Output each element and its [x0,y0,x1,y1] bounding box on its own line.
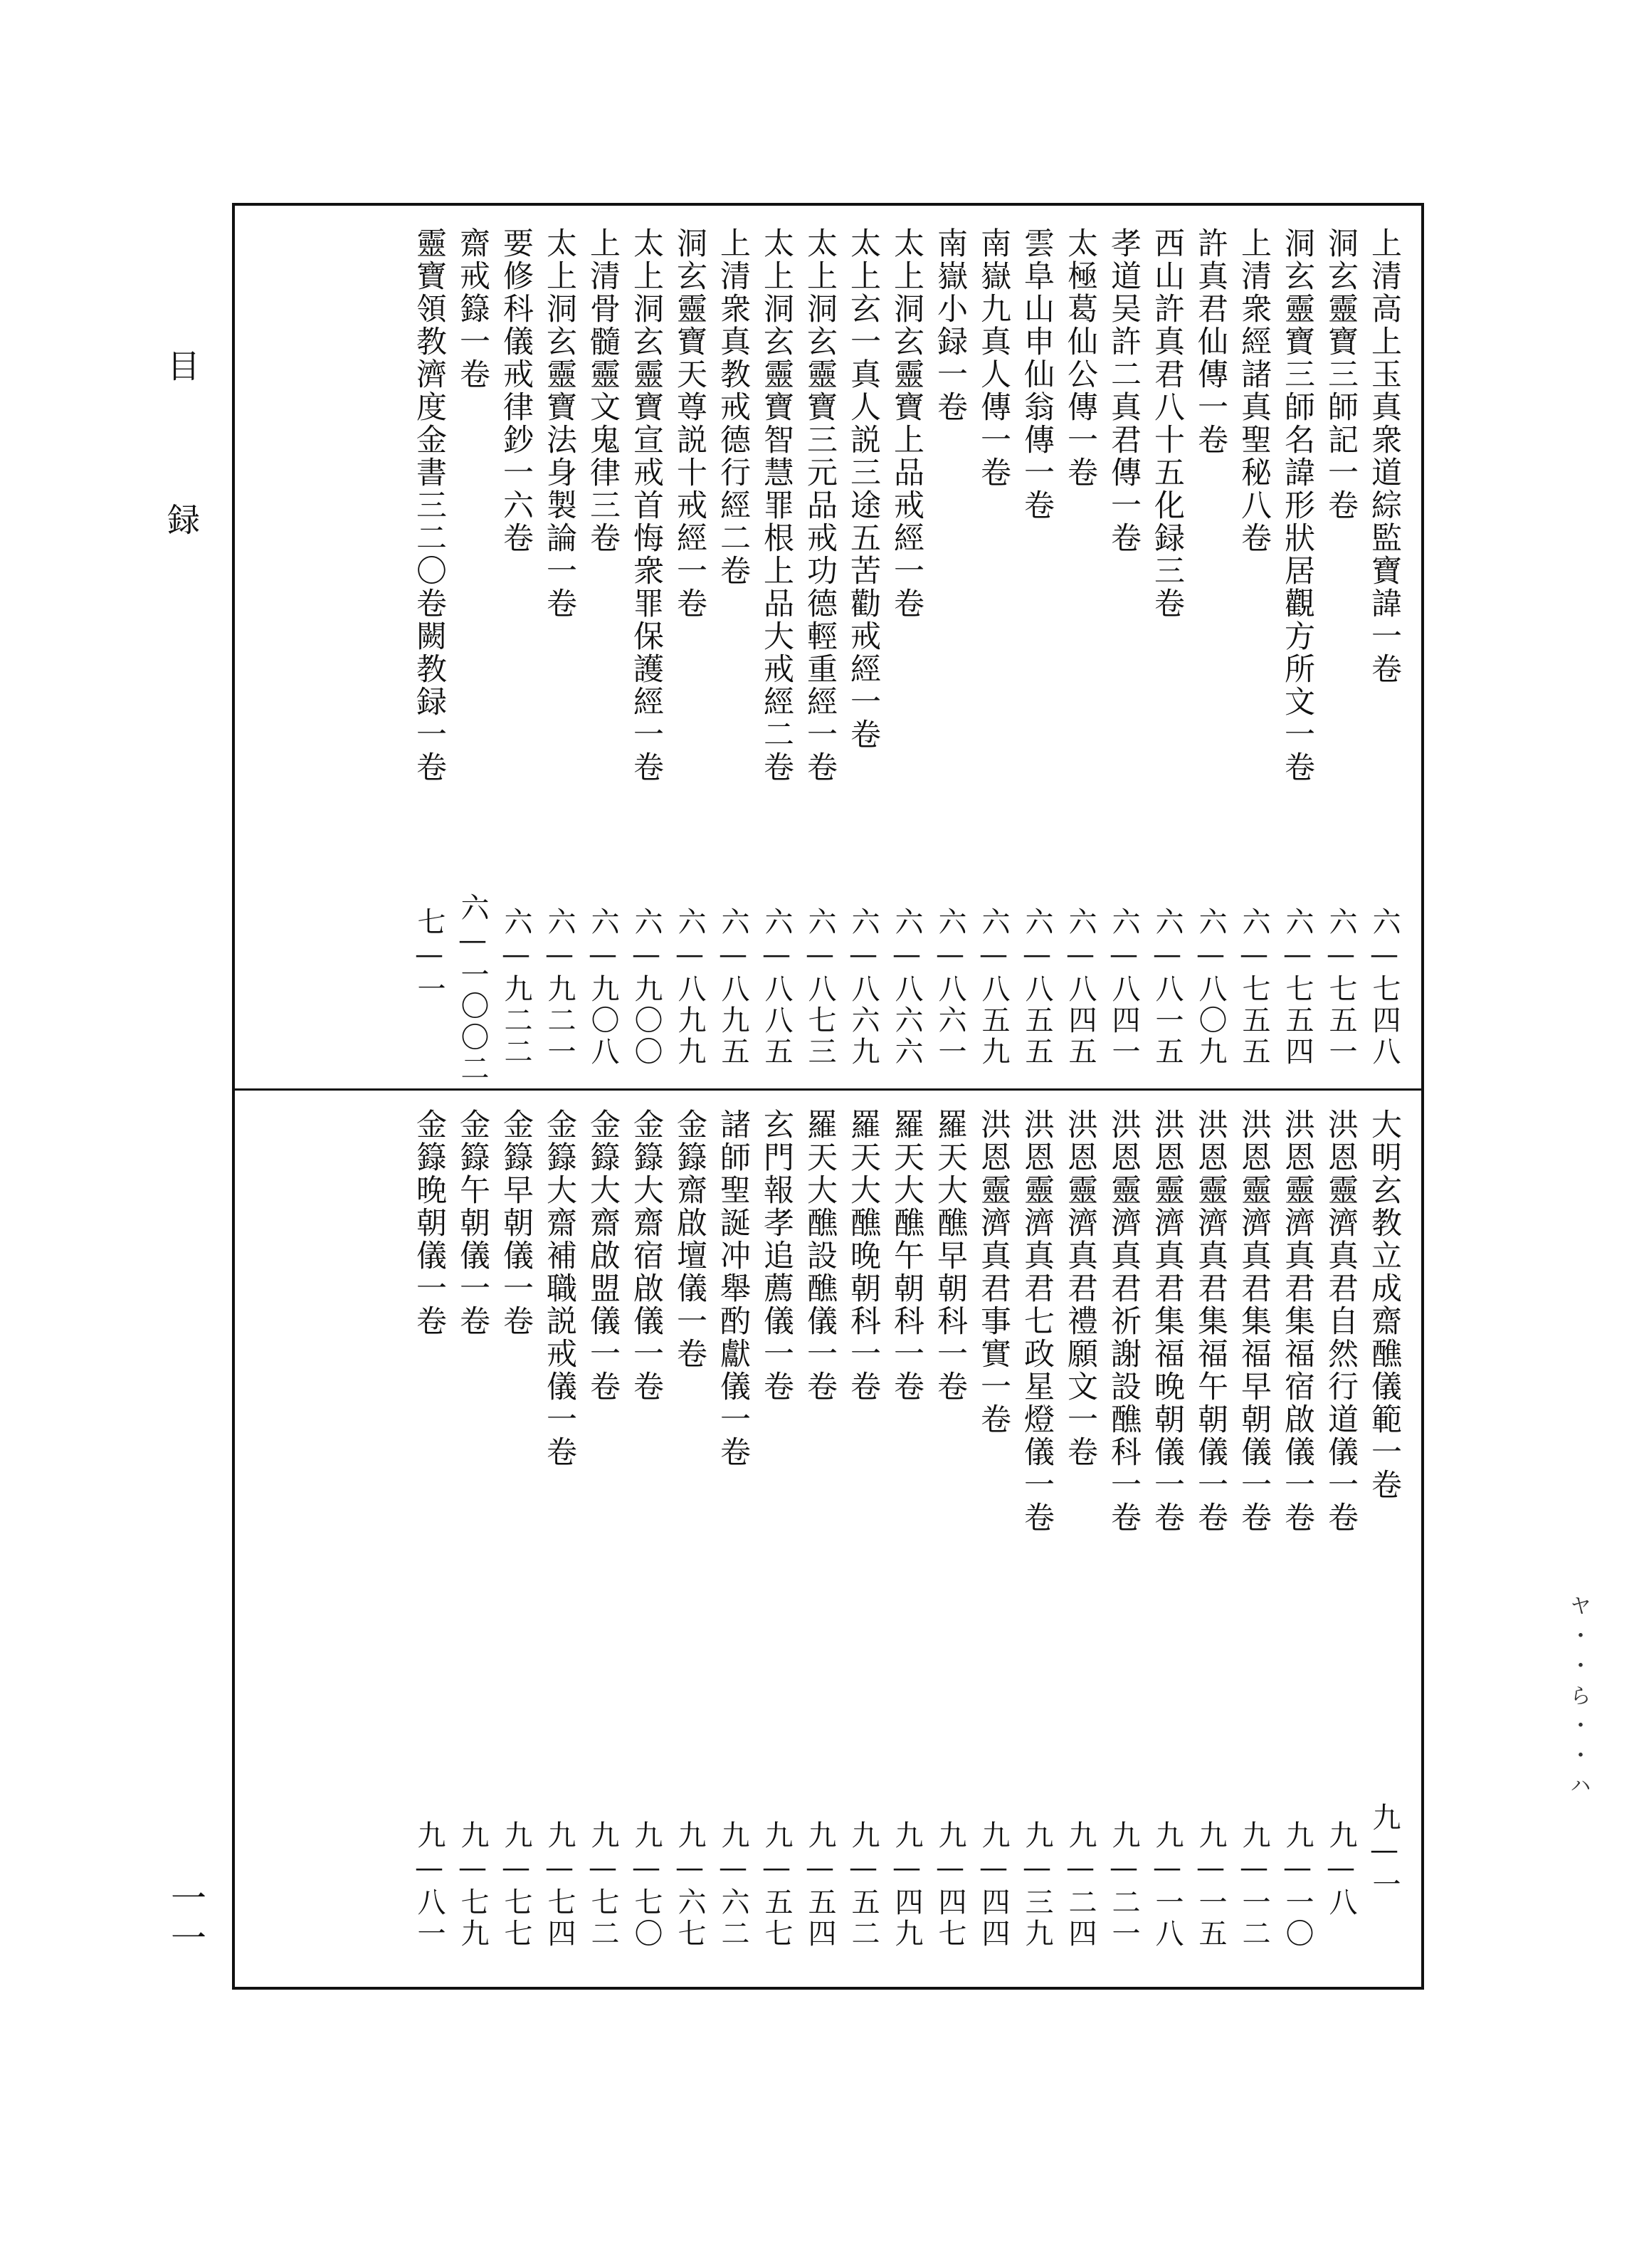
entry-title: 金籙大齋啟盟儀一卷 [585,1108,621,1403]
entry-pages: 九—七二 [586,1820,619,1950]
entry-pages: 九—五四 [803,1820,836,1950]
catalog-entry [494,227,537,1074]
entry-pages: 九—二四 [1064,1820,1097,1950]
catalog-entry [1275,1108,1319,1980]
entry-title: 太上玄一真人説三途五苦勸戒經一卷 [845,227,881,751]
catalog-entry [537,1108,581,1980]
entry-pages: 九—一二 [1238,1820,1270,1950]
entry-title: 洪恩靈濟真君禮願文一卷 [1063,1108,1098,1469]
catalog-entry [668,1108,711,1980]
entry-pages: 六—九二一 [543,907,576,1068]
entry-pages: 六—八〇九 [1194,907,1227,1068]
entry-title: 洪恩靈濟真君集福早朝儀一卷 [1236,1108,1272,1534]
entry-title: 金籙晚朝儀一卷 [411,1108,447,1338]
entry-title: 洪恩靈濟真君自然行道儀一卷 [1323,1108,1359,1534]
entry-title: 玄門報孝追薦儀一卷 [759,1108,794,1403]
catalog-entry [754,1108,798,1980]
entry-title: 大明玄教立成齋醮儀範一卷 [1366,1108,1402,1501]
catalog-entry [581,1108,624,1980]
entry-title: 上清骨髓靈文鬼律三卷 [585,227,621,555]
margin-mark: ヤ・・ら・・ハ [1566,1595,1591,1804]
entry-title: 靈寶領教濟度金書三二〇卷闕教録一卷 [411,227,447,784]
entry-pages: 六—一〇〇二 [456,893,489,1085]
catalog-entry [1232,227,1275,1074]
entry-pages: 六—八六六 [890,907,923,1068]
upper-catalog-block [407,227,1406,1085]
catalog-entry [581,227,624,1074]
entry-pages: 九—六七 [673,1820,706,1950]
entry-title: 太極葛仙公傳一卷 [1063,227,1098,489]
entry-pages: 六—八一五 [1151,907,1184,1068]
entry-title: 上清衆真教戒德行經二卷 [715,227,751,587]
entry-title: 洪恩靈濟真君集福午朝儀一卷 [1193,1108,1228,1534]
entry-pages: 六—八九九 [673,907,706,1068]
catalog-entry [1145,227,1189,1074]
entry-title: 洪恩靈濟真君集福宿啟儀一卷 [1280,1108,1315,1534]
catalog-entry [624,1108,668,1980]
catalog-entry [1102,227,1145,1074]
entry-pages: 六—七五一 [1324,907,1357,1068]
entry-title: 金籙大齋補職説戒儀一卷 [542,1108,577,1469]
catalog-entry [1058,227,1102,1074]
catalog-entry [1189,1108,1232,1980]
catalog-entry [711,1108,754,1980]
entry-title: 太上洞玄靈寶宣戒首悔衆罪保護經一卷 [628,227,664,784]
catalog-entry [928,1108,971,1980]
entry-pages: 九—八一 [413,1820,446,1950]
entry-pages: 九—七〇 [630,1820,663,1950]
page-number: 一一 [165,1879,206,1959]
entry-pages: 九—一〇 [1281,1820,1314,1950]
entry-pages: 九—四四 [977,1820,1010,1950]
entry-title: 洞玄靈寶三師名諱形狀居觀方所文一卷 [1280,227,1315,784]
section-divider [235,1088,1421,1091]
section-label: 目録 [162,349,201,656]
entry-title: 雲阜山申仙翁傳一卷 [1019,227,1055,522]
entry-title: 洪恩靈濟真君七政星燈儀一卷 [1019,1108,1055,1534]
entry-title: 南嶽小録一卷 [932,227,968,424]
entry-title: 洪恩靈濟真君祈謝設醮科一卷 [1106,1108,1142,1534]
catalog-entry [668,227,711,1074]
catalog-entry [928,227,971,1074]
entry-title: 羅天大醮午朝科一卷 [889,1108,924,1403]
entry-title: 金籙早朝儀一卷 [498,1108,534,1338]
catalog-entry [1015,227,1058,1074]
entry-title: 諸師聖誕冲舉酌獻儀一卷 [715,1108,751,1469]
catalog-entry [1102,1108,1145,1980]
entry-pages: 六—八七三 [803,907,836,1068]
entry-title: 金籙齋啟壇儀一卷 [672,1108,707,1370]
entry-title: 羅天大醮早朝科一卷 [932,1108,968,1403]
entry-title: 太上洞玄靈寶三元品戒功德輕重經一卷 [802,227,838,784]
entry-title: 羅天大醮晚朝科一卷 [845,1108,881,1403]
entry-pages: 九—八 [1324,1820,1357,1918]
entry-title: 洞玄靈寶天尊説十戒經一卷 [672,227,707,620]
entry-title: 要修科儀戒律鈔一六卷 [498,227,534,555]
catalog-frame [232,203,1424,1990]
entry-pages: 六—八四一 [1107,907,1140,1068]
lower-catalog-block [407,1108,1406,1980]
entry-pages: 九—七四 [543,1820,576,1950]
entry-pages: 六—七五四 [1281,907,1314,1068]
entry-title: 太上洞玄靈寶智慧罪根上品大戒經二卷 [759,227,794,784]
entry-pages: 九—五七 [760,1820,793,1950]
entry-title: 太上洞玄靈寶法身製論一卷 [542,227,577,620]
catalog-entry [1232,1108,1275,1980]
entry-title: 上清高上玉真衆道綜監寶諱一卷 [1366,227,1402,686]
entry-title: 金籙大齋宿啟儀一卷 [628,1108,664,1403]
catalog-entry [1015,1108,1058,1980]
entry-pages: 九—二一 [1107,1820,1140,1950]
catalog-entry [1145,1108,1189,1980]
entry-pages: 六—七五五 [1238,907,1270,1068]
entry-pages: 九—三九 [1021,1820,1053,1950]
catalog-entry [798,227,841,1074]
catalog-entry [1319,227,1362,1074]
entry-pages: 六—八六一 [934,907,966,1068]
catalog-entry [1189,227,1232,1074]
catalog-entry [450,1108,494,1980]
catalog-entry [624,227,668,1074]
entry-title: 許真君仙傳一卷 [1193,227,1228,456]
catalog-entry [1362,227,1406,1074]
entry-title: 齋戒籙一卷 [455,227,490,391]
entry-pages: 九—六二 [717,1820,749,1950]
entry-pages: 六—九〇〇 [630,907,663,1068]
catalog-entry [798,1108,841,1980]
catalog-entry [407,1108,450,1980]
entry-title: 洪恩靈濟真君事實一卷 [976,1108,1011,1436]
entry-pages: 九—七七 [500,1820,532,1950]
entry-title: 南嶽九真人傳一卷 [976,227,1011,489]
entry-title: 西山許真君八十五化録三卷 [1149,227,1185,620]
catalog-entry [1275,227,1319,1074]
entry-pages: 九—一八 [1151,1820,1184,1950]
catalog-entry [1362,1108,1406,1980]
catalog-entry [537,227,581,1074]
catalog-entry [754,227,798,1074]
entry-title: 洪恩靈濟真君集福晚朝儀一卷 [1149,1108,1185,1534]
entry-pages: 六—八五五 [1021,907,1053,1068]
catalog-entry [841,1108,885,1980]
catalog-entry [885,1108,928,1980]
entry-pages: 六—八八五 [760,907,793,1068]
entry-pages: 六—八五九 [977,907,1010,1068]
catalog-entry [885,227,928,1074]
catalog-entry [1058,1108,1102,1980]
entry-pages: 九—五二 [847,1820,880,1950]
entry-pages: 六—七四八 [1368,907,1401,1068]
catalog-entry [711,227,754,1074]
entry-pages: 七—一 [413,907,446,1005]
entry-pages: 六—八六九 [847,907,880,1068]
catalog-entry [1319,1108,1362,1980]
entry-pages: 六—八四五 [1064,907,1097,1068]
entry-title: 洞玄靈寶三師記一卷 [1323,227,1359,522]
entry-pages: 九—一 [1368,1802,1401,1901]
entry-pages: 九—四九 [890,1820,923,1950]
catalog-entry [407,227,450,1074]
entry-pages: 六—八九五 [717,907,749,1068]
entry-pages: 六—九二二 [500,907,532,1068]
entry-title: 太上洞玄靈寶上品戒經一卷 [889,227,924,620]
catalog-entry [971,227,1015,1074]
entry-title: 羅天大醮設醮儀一卷 [802,1108,838,1403]
catalog-entry [450,227,494,1085]
entry-title: 金籙午朝儀一卷 [455,1108,490,1338]
entry-pages: 九—一五 [1194,1820,1227,1950]
entry-pages: 六—九〇八 [586,907,619,1068]
entry-pages: 九—七九 [456,1820,489,1950]
entry-title: 孝道吴許二真君傳一卷 [1106,227,1142,555]
catalog-entry [971,1108,1015,1980]
catalog-entry [494,1108,537,1980]
entry-pages: 九—四七 [934,1820,966,1950]
catalog-entry [841,227,885,1074]
entry-title: 上清衆經諸真聖秘八卷 [1236,227,1272,555]
